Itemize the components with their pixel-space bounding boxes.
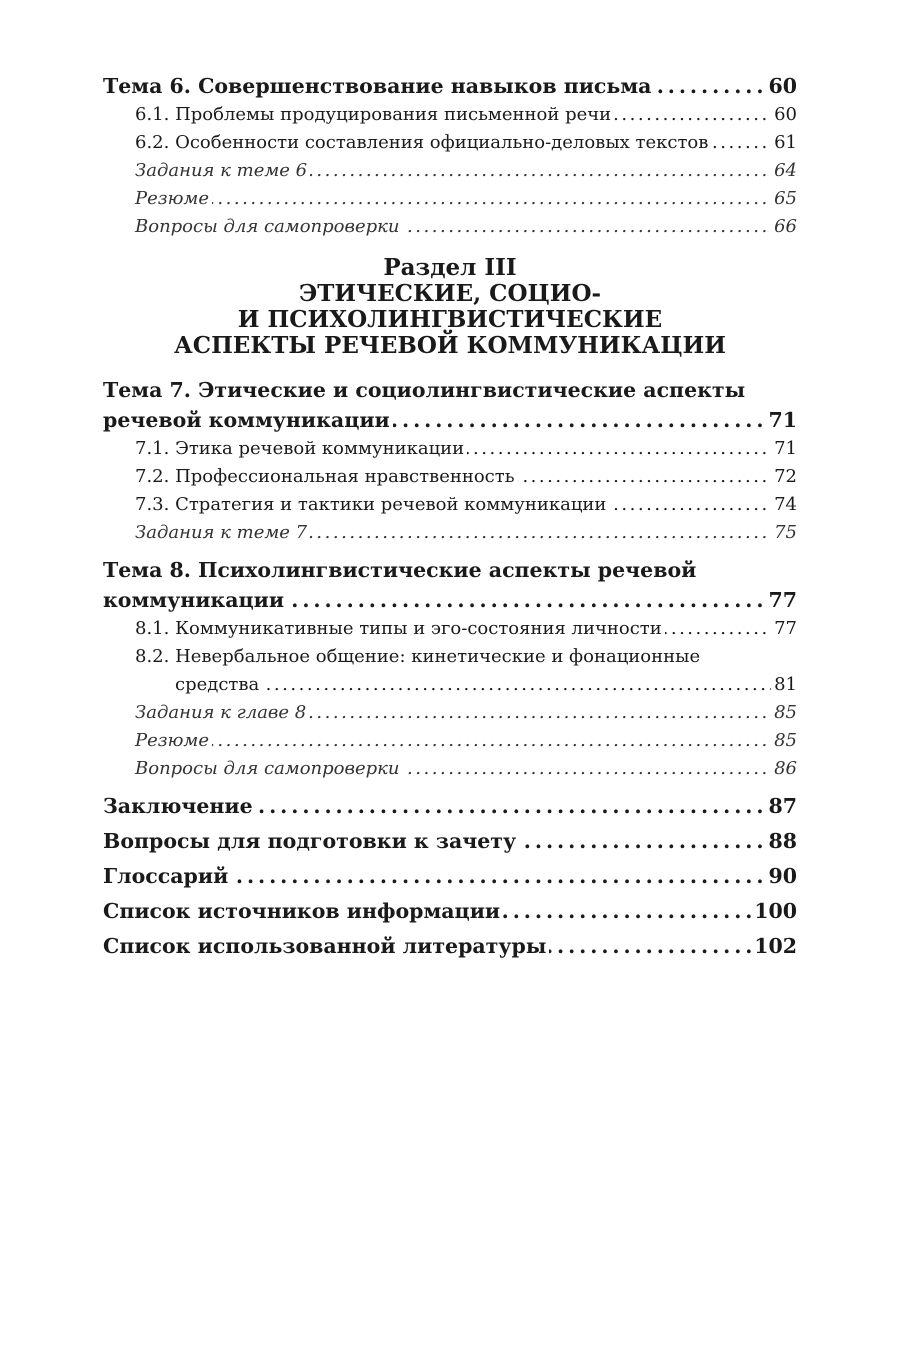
toc-item-page: 74 — [771, 491, 797, 519]
toc-item-page: 72 — [771, 463, 797, 491]
toc-item-title: 7.1. Этика речевой коммуникации — [135, 438, 467, 459]
toc-item-title: 6.1. Проблемы продуцирования письменной речи — [135, 104, 614, 125]
toc-item-tasks-8[interactable] — [103, 699, 797, 727]
section-title-line: АСПЕКТЫ РЕЧЕВОЙ КОММУНИКАЦИИ — [174, 332, 726, 359]
toc-conclusion-page: 87 — [765, 789, 797, 824]
toc-item-page: 77 — [771, 615, 797, 643]
toc-item-6-1[interactable] — [103, 101, 797, 129]
toc-item-summary-8[interactable] — [103, 727, 797, 755]
toc-item-title: 6.2. Особенности составления официально-деловых текстов — [135, 132, 711, 153]
toc-exam-questions-page: 88 — [765, 824, 797, 859]
toc-item-page: 85 — [771, 727, 797, 755]
toc-item-tasks-6[interactable] — [103, 157, 797, 185]
toc-item-7-3[interactable] — [103, 491, 797, 519]
toc-item-7-1[interactable] — [103, 435, 797, 463]
toc-item-7-2[interactable] — [103, 463, 797, 491]
toc-item-title: Задания к главе 8 — [135, 702, 309, 723]
toc-topic6-title: Тема 6. Совершенствование навыков письма — [103, 74, 654, 98]
toc-sources-title: Список источников информации — [103, 899, 503, 923]
toc-item-page: 61 — [771, 129, 797, 157]
toc-item-6-2[interactable] — [103, 129, 797, 157]
section-number: Раздел III — [383, 254, 517, 281]
toc-item-page: 66 — [771, 213, 797, 241]
toc-item-questions-6[interactable] — [103, 213, 797, 241]
toc-topic8-title-line2: коммуникации — [103, 585, 287, 615]
toc-item-page: 81 — [771, 671, 797, 699]
toc-exam-questions[interactable] — [103, 824, 797, 859]
toc-item-title: 8.1. Коммуникативные типы и эго-состояния личности — [135, 618, 665, 639]
toc-item-title: Вопросы для самопроверки — [135, 216, 403, 237]
section-title-line: ЭТИЧЕСКИЕ, СОЦИО- — [298, 280, 602, 307]
toc-topic7-title-line2: речевой коммуникации — [103, 405, 393, 435]
table-of-contents — [103, 71, 797, 964]
toc-item-page: 75 — [771, 519, 797, 547]
toc-item-title: Задания к теме 7 — [135, 522, 310, 543]
toc-item-page: 71 — [771, 435, 797, 463]
toc-item-title-line1: 8.2. Невербальное общение: кинетические и фонационные — [135, 646, 701, 667]
toc-glossary-page: 90 — [765, 859, 797, 894]
toc-item-questions-8[interactable] — [103, 755, 797, 783]
toc-literature-page: 102 — [751, 929, 797, 964]
toc-item-8-2[interactable] — [103, 643, 797, 699]
toc-item-page: 85 — [771, 699, 797, 727]
toc-item-8-1[interactable] — [103, 615, 797, 643]
toc-exam-questions-title: Вопросы для подготовки к зачету — [103, 829, 519, 853]
toc-glossary-title: Глоссарий — [103, 864, 231, 888]
toc-literature-title: Список использованной литературы — [103, 934, 549, 958]
toc-sources[interactable] — [103, 894, 797, 929]
toc-item-page: 64 — [771, 157, 797, 185]
toc-item-summary-6[interactable] — [103, 185, 797, 213]
toc-topic7-title-line1: Тема 7. Этические и социолингвистические аспекты — [103, 378, 746, 402]
section-title-line: И ПСИХОЛИНГВИСТИЧЕСКИЕ — [237, 306, 663, 333]
toc-item-tasks-7[interactable] — [103, 519, 797, 547]
toc-topic6[interactable] — [103, 71, 797, 101]
toc-topic7[interactable] — [103, 375, 797, 435]
toc-topic8[interactable] — [103, 555, 797, 615]
toc-literature[interactable] — [103, 929, 797, 964]
toc-item-page: 60 — [771, 101, 797, 129]
toc-item-title-line2: средства — [175, 671, 262, 699]
toc-item-title: Задания к теме 6 — [135, 160, 310, 181]
toc-conclusion-title: Заключение — [103, 794, 256, 818]
toc-item-title: Резюме — [135, 730, 212, 751]
toc-item-title: Резюме — [135, 188, 212, 209]
toc-conclusion[interactable] — [103, 789, 797, 824]
toc-item-title: 7.3. Стратегия и тактики речевой коммуникации — [135, 494, 609, 515]
toc-topic8-title-line1: Тема 8. Психолингвистические аспекты речевой — [103, 558, 697, 582]
toc-topic8-page: 77 — [765, 585, 797, 615]
toc-topic6-page: 60 — [765, 71, 797, 101]
section-heading — [103, 255, 797, 359]
toc-item-title: Вопросы для самопроверки — [135, 758, 403, 779]
toc-item-page: 65 — [771, 185, 797, 213]
toc-glossary[interactable] — [103, 859, 797, 894]
toc-item-title: 7.2. Профессиональная нравственность — [135, 466, 518, 487]
toc-topic7-page: 71 — [765, 405, 797, 435]
toc-item-page: 86 — [771, 755, 797, 783]
toc-sources-page: 100 — [751, 894, 797, 929]
